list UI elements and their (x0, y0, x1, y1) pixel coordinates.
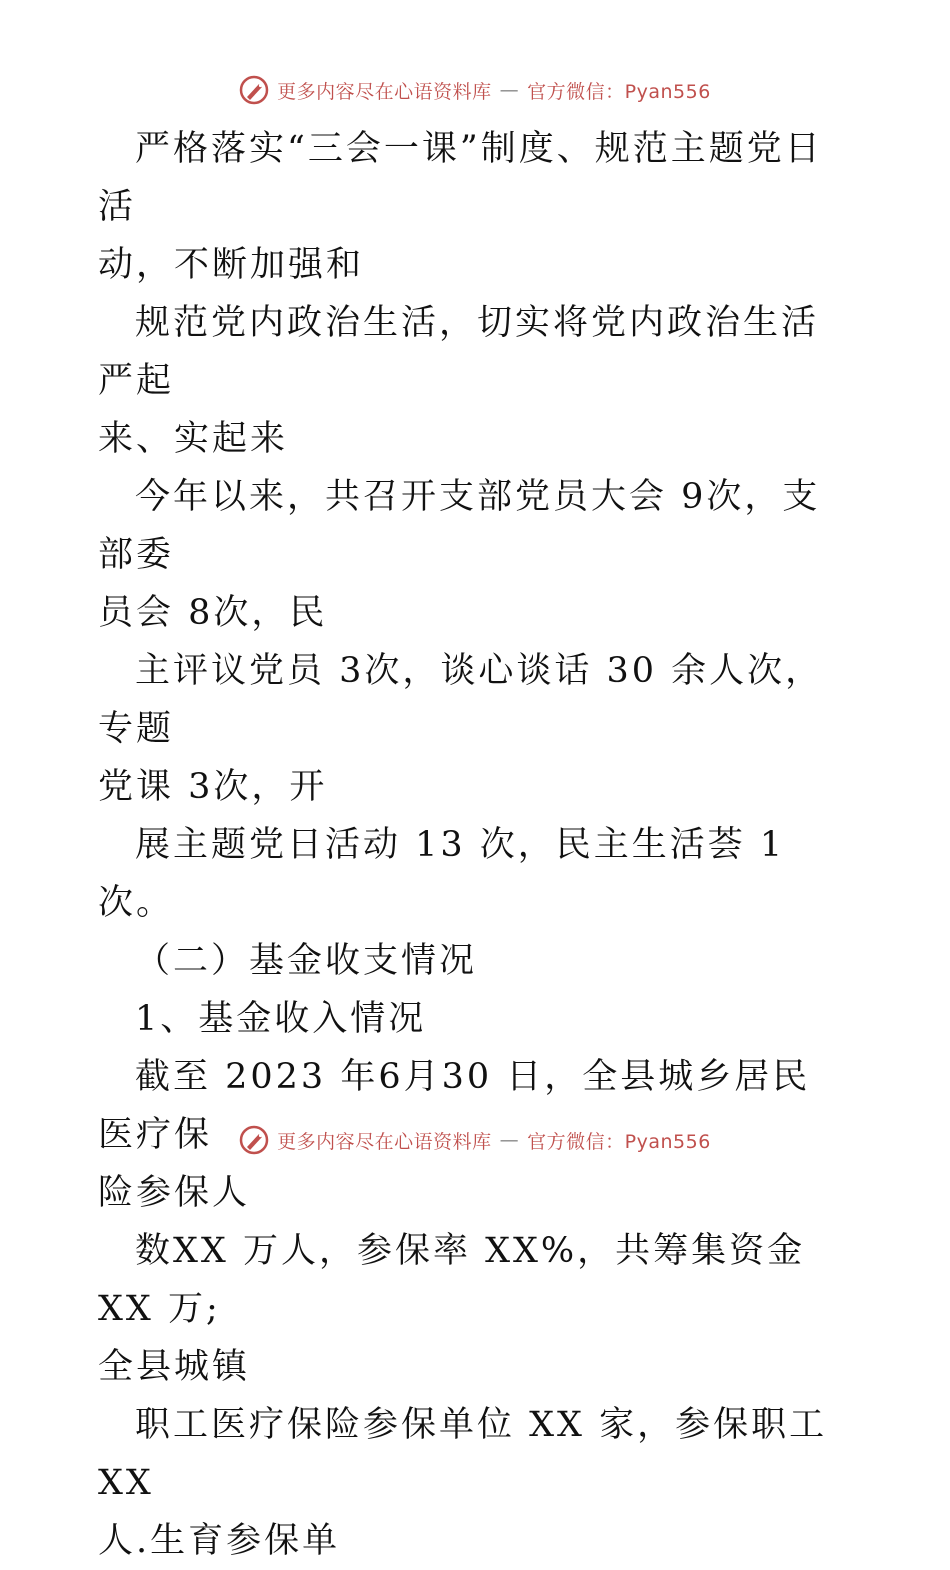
watermark-separator: — (499, 1129, 520, 1151)
text-line: 员会 8次，民 (98, 593, 328, 633)
pen-nib-logo-icon (239, 1125, 269, 1155)
text-line: 截至 2023 年6月30 日，全县城乡居民医疗保 (98, 1057, 811, 1155)
text-line: 规范党内政治生活，切实将党内政治生活严起 (98, 303, 820, 401)
text-line: 展主题党日活动 13 次，民主生活荟 1次。 (98, 825, 786, 923)
text-line: 今年以来，共召开支部党员大会 9次，支部委 (98, 477, 821, 575)
section-heading: （二）基金收支情况 (135, 941, 478, 981)
footer-watermark (0, 1120, 950, 1160)
watermark-text: 更多内容尽在心语资料库 (277, 80, 492, 103)
watermark-contact: 官方微信：Pyan556 (527, 80, 711, 103)
text-line: 全县城镇 (98, 1347, 251, 1387)
text-line: 主评议党员 3次，谈心谈话 30 余人次，专题 (98, 651, 824, 749)
subsection-heading: 1、基金收入情况 (135, 999, 427, 1039)
watermark-separator: — (499, 79, 520, 101)
header-watermark (0, 70, 950, 110)
text-line: 职工医疗保险参保单位 XX 家，参保职工 XX (98, 1405, 842, 1503)
text-line: 党课 3次，开 (98, 767, 328, 807)
text-line: 严格落实“三会一课”制度、规范主题党日活 (98, 129, 823, 227)
text-line: 来、实起来 (98, 419, 289, 459)
text-line: 动，不断加强和 (98, 245, 365, 285)
text-line: 人.生育参保单 (98, 1521, 341, 1561)
watermark-text: 更多内容尽在心语资料库 (277, 1130, 492, 1153)
document-body (98, 120, 842, 1570)
pen-nib-logo-icon (239, 75, 269, 105)
text-line: 数XX 万人，参保率 XX%，共筹集资金 XX 万; (98, 1231, 820, 1329)
watermark-contact: 官方微信：Pyan556 (527, 1130, 711, 1153)
text-line: 险参保人 (98, 1173, 251, 1213)
